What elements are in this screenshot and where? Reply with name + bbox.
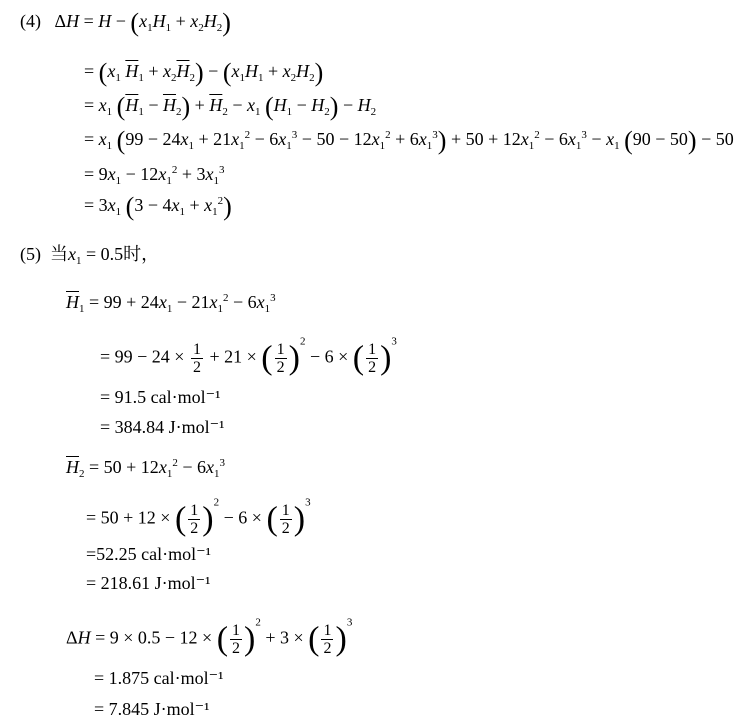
h1-result-j: = 384.84 J·mol⁻¹: [100, 417, 225, 437]
h1-expr: $\overline{H}_1 = 99 + 24x_1 - 21x_1^2 - 6x_1^3$: [66, 292, 276, 315]
part5-intro-suffix: 时，: [123, 244, 160, 264]
h2-sub: = 50 + 12 × ( $\frac{1}{2}$ )$^2$ − 6 × ( $\frac{1}{2}$ )$^3$: [86, 496, 311, 538]
part5-label: (5): [20, 244, 41, 264]
part4-line4: = $9x_1 - 12x_1^2 + 3x_1^3$: [84, 164, 225, 187]
part5-intro-prefix: 当: [50, 244, 68, 264]
part4-line2: = $x_1$ $(\overline{H}_1 - \overline{H}_2) + \overline{H}_2 - x_1$ $(H_1 - H_2) - H_2$: [84, 92, 377, 121]
part5-intro: (5) 当$x_1 = 0.5$时，: [20, 244, 160, 267]
part4-label: (4): [20, 11, 41, 31]
h1-sub: = 99 − 24 × $\frac{1}{2}$ + 21 × ( $\frac{1}{2}$ )$^2$ − 6 × ( $\frac{1}{2}$ )$^3$: [100, 335, 397, 377]
h2-result-j: = 218.61 J·mol⁻¹: [86, 573, 211, 593]
h2-expr: $\overline{H}_2 = 50 + 12x_1^2 - 6x_1^3$: [66, 457, 225, 480]
part4-line0: (4) $\Delta H = H - (x_1H_1 + x_2H_2)$: [20, 8, 231, 37]
h1-result-cal: = 91.5 cal·mol⁻¹: [100, 387, 221, 407]
part4-line3: = $x_1$ $(99 - 24x_1 + 21x_1^2 - 6x_1^3 - 50 - 12x_1^2 + 6x_1^3) + 50 + 12x_1^2 - 6x_1^3 - x_1$ (90 − 50) − 50: [84, 126, 734, 155]
dh-result-j: = 7.845 J·mol⁻¹: [94, 699, 210, 719]
part4-line5: = $3x_1$ $(3 - 4x_1 + x_1^2)$: [84, 192, 232, 221]
part4-line1: = ($x_1$ $\overline{H}_1 + x_2\overline{H}_2) - (x_1H_1 + x_2H_2)$: [84, 58, 324, 87]
h2-result-cal: =52.25 cal·mol⁻¹: [86, 544, 212, 564]
dh-expr: ΔH = 9 × 0.5 − 12 × ( $\frac{1}{2}$ )$^2$ + 3 × ( $\frac{1}{2}$ )$^3$: [66, 616, 353, 658]
dh-result-cal: = 1.875 cal·mol⁻¹: [94, 668, 224, 688]
